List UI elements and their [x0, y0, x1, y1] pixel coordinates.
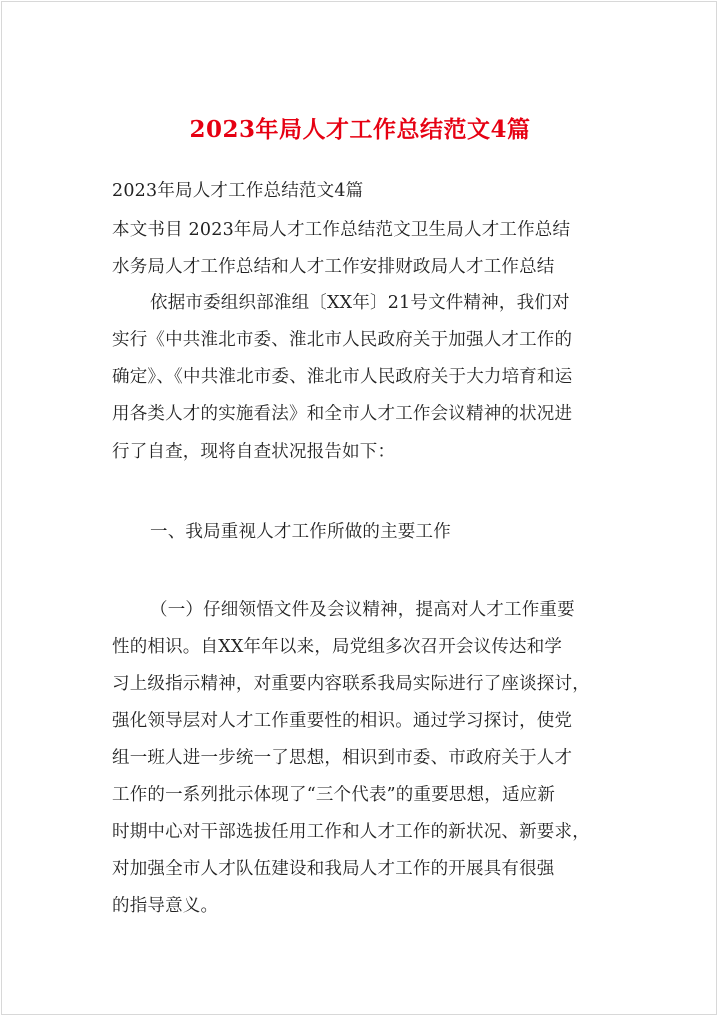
paragraph-2-line-3: 习上级指示精神，对重要内容联系我局实际进行了座谈探讨，: [112, 674, 590, 694]
section-heading: 一、我局重视人才工作所做的主要工作: [150, 522, 451, 542]
paragraph-1-line-2: 实行《中共淮北市委、淮北市人民政府关于加强人才工作的: [112, 330, 573, 350]
paragraph-2-line-9: 的指导意义。: [112, 896, 219, 916]
paragraph-2-line-4: 强化领导层对人才工作重要性的相识。通过学习探讨，使党: [112, 711, 573, 731]
toc-line-2: 水务局人才工作总结和人才工作安排财政局人才工作总结: [112, 257, 555, 277]
paragraph-2-line-1: （一）仔细领悟文件及会议精神，提高对人才工作重要: [150, 600, 575, 620]
paragraph-1-line-1: 依据市委组织部淮组〔XX年〕21号文件精神，我们对: [150, 293, 570, 313]
paragraph-2-line-5: 组一班人进一步统一了思想，相识到市委、市政府关于人才: [112, 748, 573, 768]
toc-line-1: 本文书目 2023年局人才工作总结范文卫生局人才工作总结: [112, 220, 571, 240]
paragraph-1-line-5: 行了自查，现将自查状况报告如下：: [112, 442, 396, 462]
paragraph-2-line-7: 时期中心对干部选拔任用工作和人才工作的新状况、新要求，: [112, 822, 590, 842]
paragraph-1-line-4: 用各类人才的实施看法》和全市人才工作会议精神的状况进: [112, 404, 573, 424]
subtitle-line: 2023年局人才工作总结范文4篇: [112, 181, 364, 201]
paragraph-2-line-6: 工作的一系列批示体现了“三个代表”的重要思想，适应新: [112, 785, 556, 805]
paragraph-2-line-2: 性的相识。自XX年年以来，局党组多次召开会议传达和学: [112, 637, 563, 657]
document-title: 2023年局人才工作总结范文4篇: [189, 116, 531, 143]
paragraph-1-line-3: 确定》、《中共淮北市委、淮北市人民政府关于大力培育和运: [112, 367, 573, 387]
paragraph-2-line-8: 对加强全市人才队伍建设和我局人才工作的开展具有很强: [112, 859, 555, 879]
